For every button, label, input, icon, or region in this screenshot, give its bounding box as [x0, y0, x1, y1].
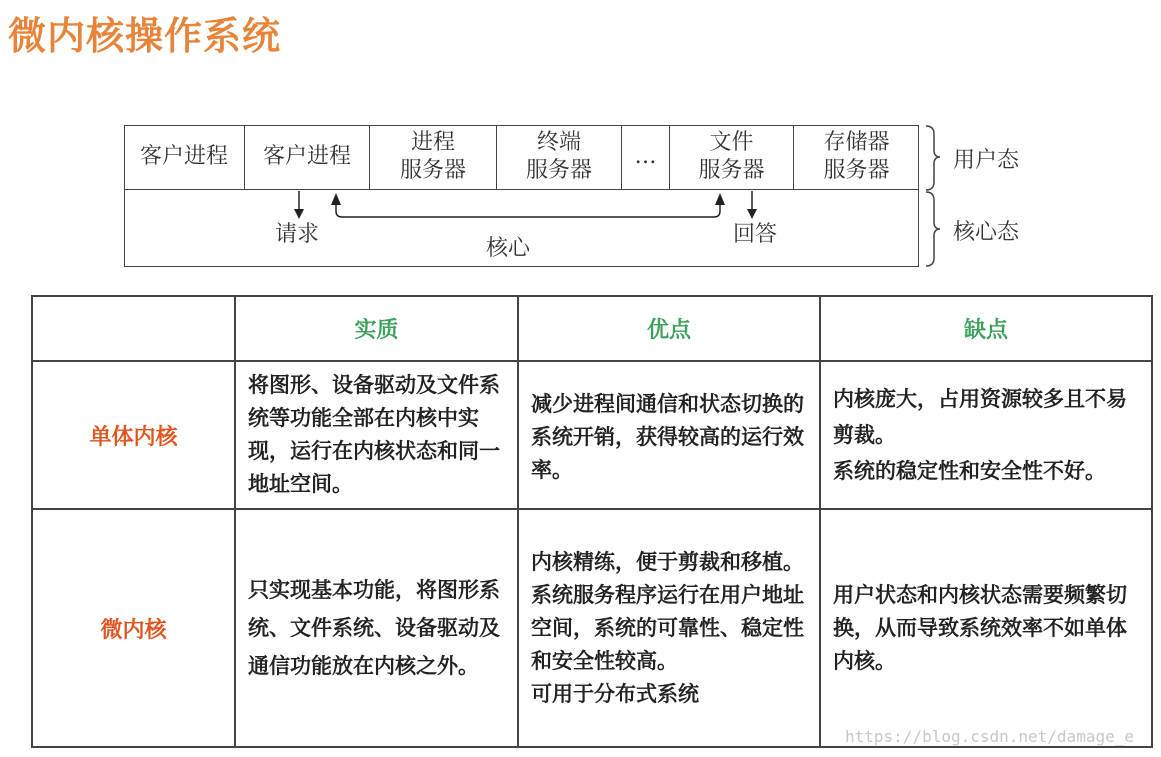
user-cell-file-server: 文件 服务器: [670, 125, 794, 189]
header-cons: 缺点: [820, 296, 1152, 361]
kernel-message-path: [336, 203, 720, 217]
watermark: https://blog.csdn.net/damage_e: [845, 727, 1134, 746]
page-title: 微内核操作系统: [8, 14, 282, 58]
request-label: 请求: [275, 222, 320, 247]
server-arrowhead: [715, 193, 725, 205]
user-cell-terminal-server: 终端 服务器: [497, 125, 622, 189]
table-header-row: [32, 296, 1152, 361]
client-arrowhead: [331, 193, 341, 205]
monolithic-essence: 将图形、设备驱动及文件系统等功能全部在内核中实现，运行在内核状态和同一地址空间。: [235, 361, 518, 509]
header-essence: 实质: [235, 296, 518, 361]
monolithic-cons: 内核庞大，占用资源较多且不易剪裁。 系统的稳定性和安全性不好。: [820, 361, 1152, 509]
user-cell-ellipsis: …: [622, 125, 670, 189]
user-cell-client-process-2: 客户进程: [245, 125, 370, 189]
user-mode-brace: [926, 126, 940, 190]
user-cell-process-server: 进程 服务器: [370, 125, 497, 189]
user-cell-storage-server: 存储器 服务器: [823, 130, 890, 183]
kernel-mode-brace: [926, 192, 940, 266]
table-row-monolithic: [32, 361, 1152, 509]
table-row-microkernel: [32, 509, 1152, 747]
kernel-label: 核心: [486, 236, 531, 261]
row-label-microkernel: 微内核: [32, 509, 235, 747]
microkernel-diagram: [124, 125, 919, 267]
kernel-mode-label: 核心态: [953, 220, 1020, 245]
kernel-comparison-table: [31, 295, 1153, 748]
row-label-monolithic: 单体内核: [32, 361, 235, 509]
header-pros: 优点: [518, 296, 820, 361]
header-corner: [32, 296, 235, 361]
reply-label: 回答: [733, 222, 778, 247]
microkernel-cons: 用户状态和内核状态需要频繁切换，从而导致系统效率不如单体内核。: [820, 509, 1152, 747]
monolithic-pros: 减少进程间通信和状态切换的系统开销，获得较高的运行效率。: [518, 361, 820, 509]
user-cell-client-process-1: 客户进程: [124, 125, 245, 189]
microkernel-essence: 只实现基本功能，将图形系统、文件系统、设备驱动及通信功能放在内核之外。: [235, 509, 518, 747]
microkernel-pros: 内核精练，便于剪裁和移植。 系统服务程序运行在用户地址空间，系统的可靠性、稳定性和安全性较高。 可用于分布式系统: [518, 509, 820, 747]
user-mode-label: 用户态: [953, 148, 1020, 173]
